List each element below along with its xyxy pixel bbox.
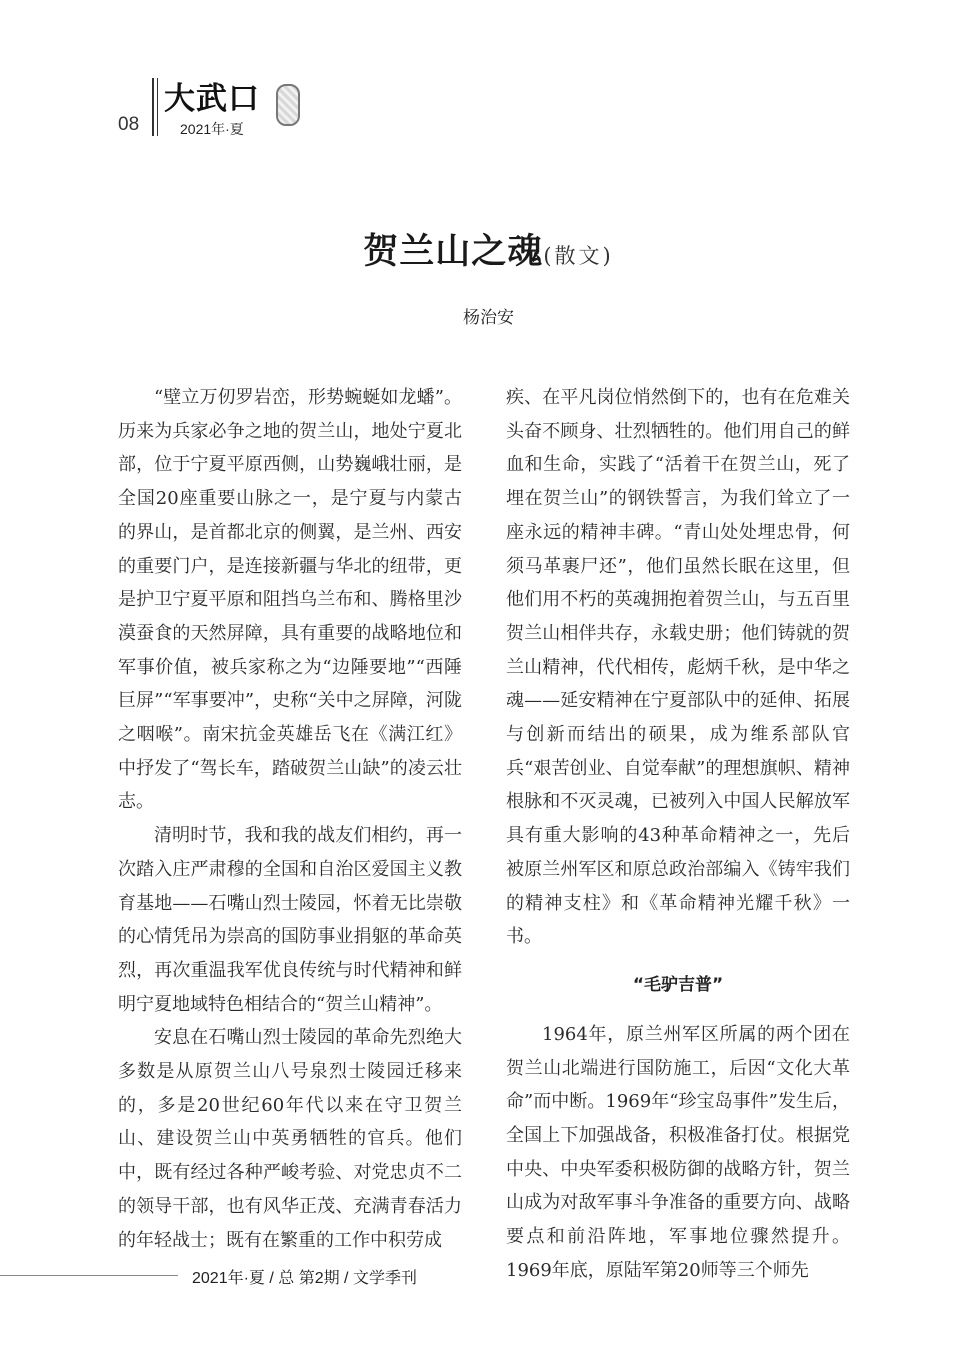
seal-icon: [276, 84, 300, 126]
header-divider: [152, 78, 154, 136]
section-heading: “毛驴吉普”: [632, 974, 724, 995]
issue-date: 2021年·夏: [180, 121, 244, 137]
footer-text: 2021年·夏 / 总 第2期 / 文学季刊: [192, 1270, 417, 1287]
paragraph: 1964年，原兰州军区所属的两个团在贺兰山北端进行国防施工，后因“文化大革命”而中断。1969年“珍宝岛事件”发生后，全国上下加强战备，积极准备打仗。根据党中央、中央军委积极防御的战略方针，贺兰山成为对敌军事斗争准备的重要方向、战略要点和前沿阵地，军事地位骤然提升。1969年底，原陆军第20师等三个师先: [506, 1023, 850, 1281]
article-title: [0, 224, 977, 274]
left-column: [118, 381, 462, 1257]
page-number: 08: [118, 114, 140, 135]
title-genre: (散文): [543, 244, 614, 268]
right-column: [506, 381, 850, 1288]
paragraph-continued: 疾、在平凡岗位悄然倒下的，也有在危难关头奋不顾身、壮烈牺牲的。他们用自己的鲜血和生命，实践了“活着干在贺兰山，死了埋在贺兰山”的钢铁誓言，为我们耸立了一座永远的精神丰碑。“青山处处埋忠骨，何须马革裹尸还”，他们虽然长眠在这里，但他们用不朽的英魂拥抱着贺兰山，与五百里贺兰山相伴共存，永载史册；他们铸就的贺兰山精神，代代相传，彪炳千秋，是中华之魂——延安精神在宁夏部队中的延伸、拓展与创新而结出的硕果，成为维系部队官兵“艰苦创业、自觉奉献”的理想旗帜、精神根脉和不灭灵魂，已被列入中国人民解放军具有重大影响的43种革命精神之一，先后被原兰州军区和原总政治部编入《铸牢我们的精神支柱》和《革命精神光耀千秋》一书。: [506, 387, 850, 948]
footer-divider: [0, 1275, 178, 1276]
page-header: [118, 78, 318, 140]
paragraph: “壁立万仞罗岩峦，形势蜿蜒如龙蟠”。历来为兵家必争之地的贺兰山，地处宁夏北部，位于宁夏平原西侧，山势巍峨壮丽，是全国20座重要山脉之一，是宁夏与内蒙古的界山，是首都北京的侧翼，是兰州、西安的重要门户，是连接新疆与华北的纽带，更是护卫宁夏平原和阻挡乌兰布和、腾格里沙漠蚕食的天然屏障，具有重要的战略地位和军事价值，被兵家称之为“边陲要地”“西陲巨屏”“军事要冲”，史称“关中之屏障，河陇之咽喉”。南宋抗金英雄岳飞在《满江红》中抒发了“驾长车，踏破贺兰山缺”的凌云壮志。: [118, 387, 462, 813]
header-divider-thin: [157, 78, 158, 136]
paragraph: 清明时节，我和我的战友们相约，再一次踏入庄严肃穆的全国和自治区爱国主义教育基地——石嘴山烈士陵园，怀着无比崇敬的心情凭吊为崇高的国防事业捐躯的革命英烈，再次重温我军优良传统与时代精神和鲜明宁夏地域特色相结合的“贺兰山精神”。: [118, 825, 462, 1015]
title-main: 贺兰山之魂: [363, 231, 544, 272]
magazine-logo: 大武口: [164, 81, 260, 117]
paragraph: 安息在石嘴山烈士陵园的革命先烈绝大多数是从原贺兰山八号泉烈士陵园迁移来的，多是20世纪60年代以来在守卫贺兰山、建设贺兰山中英勇牺牲的官兵。他们中，既有经过各种严峻考验、对党忠贞不二的领导干部，也有风华正茂、充满青春活力的年轻战士；既有在繁重的工作中积劳成: [118, 1027, 462, 1251]
author-name: 杨治安: [463, 308, 514, 328]
